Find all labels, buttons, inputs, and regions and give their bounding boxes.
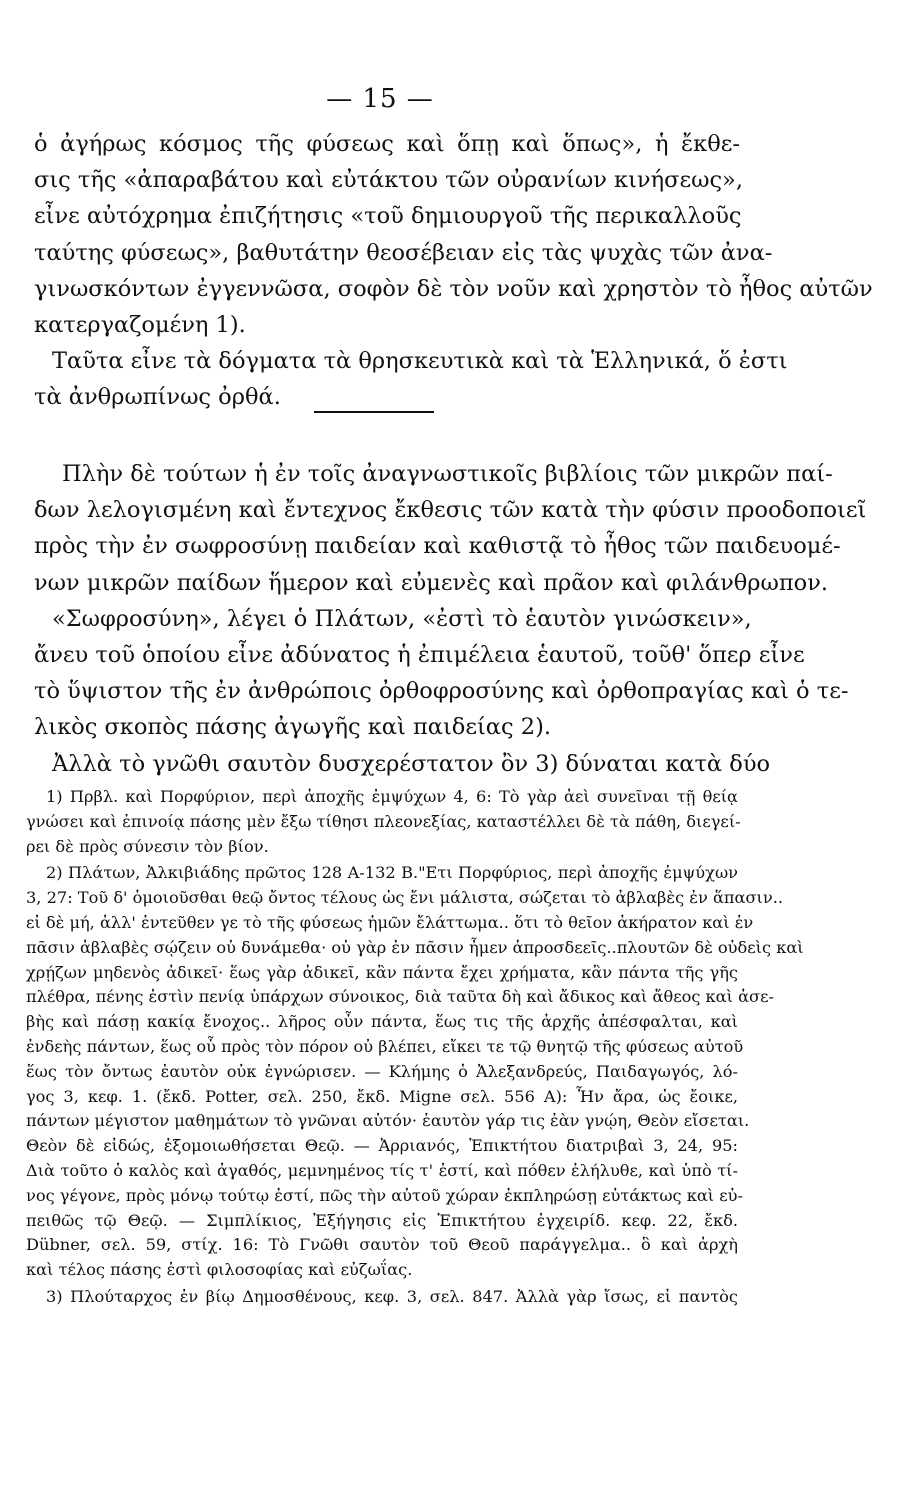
text-line: εἶνε αὐτόχρημα ἐπιζήτησις «τοῦ δημιουργοῦ τῆς περικαλλοῦς (34, 203, 742, 230)
text-line: τὰ ἀνθρωπίνως ὀρθά. (34, 384, 281, 411)
footnote-line: ἐνδεὴς πάντων, ἕως οὗ πρὸς τὸν πόρον οὐ βλέπει, εἴκει τε τῷ θνητῷ τῆς φύσεως αὐτοῦ (26, 1036, 744, 1056)
text-line: Ἀλλὰ τὸ γνῶθι σαυτὸν δυσχερέστατον ὂν 3) δύναται κατὰ δύο (52, 750, 771, 777)
footnote-line: χρῄζων μηδενὸς ἀδικεῖ· ἕως γὰρ ἀδικεῖ, κἂν πάντα ἔχει χρήματα, κἂν πάντα τῆς γῆς (26, 962, 738, 982)
footnote-line: γνώσει καὶ ἐπινοίᾳ πάσης μὲν ἔξω τίθησι πλεονεξίας, καταστέλλει δὲ τὰ πάθη, διεγεί- (26, 811, 741, 831)
text-line: Πλὴν δὲ τούτων ἡ ἐν τοῖς ἀναγνωστικοῖς βιβλίοις τῶν μικρῶν παί- (62, 461, 833, 487)
text-line: ταύτης φύσεως», βαθυτάτην θεοσέβειαν εἰς τὰς ψυχὰς τῶν ἀνα- (34, 239, 773, 266)
footnote-line: νος γέγονε, πρὸς μόνῳ τούτῳ ἐστί, πῶς τὴν αὐτοῦ χώραν ἐκπληρώσῃ εὐτάκτως καὶ εὐ- (26, 1185, 743, 1205)
footnote-line: πάντων μέγιστον μαθημάτων τὸ γνῶναι αὑτόν· ἑαυτὸν γάρ τις ἐὰν γνῴη, Θεὸν εἴσεται. (26, 1111, 750, 1131)
footnote-line: πᾶσιν ἀβλαβὲς σῴζειν οὐ δυνάμεθα· οὐ γὰρ ἐν πᾶσιν ἦμεν ἀπροσδεεῖς..πλουτῶν δὲ οὐδεὶς καὶ (26, 937, 804, 957)
footnote-line: ἕως τὸν ὄντως ἑαυτὸν οὐκ ἐγνώρισεν. — Κλήμης ὁ Ἀλεξανδρεύς, Παιδαγωγός, λό- (26, 1061, 738, 1081)
text-line: Ταῦτα εἶνε τὰ δόγματα τὰ θρησκευτικὰ καὶ τὰ Ἑλληνικά, ὅ ἐστι (52, 348, 788, 375)
text-line: δων λελογισμένη καὶ ἔντεχνος ἔκθεσις τῶν κατὰ τὴν φύσιν προοδοποιεῖ (34, 497, 867, 524)
footnote-line: Διὰ τοῦτο ὁ καλὸς καὶ ἀγαθός, μεμνημένος τίς τ' ἐστί, καὶ πόθεν ἐλήλυθε, καὶ ὑπὸ τί- (26, 1160, 738, 1180)
footnote-line: εἰ δὲ μή, ἀλλ' ἐντεῦθεν γε τὸ τῆς φύσεως ἡμῶν ἔλάττωμα.. ὅτι τὸ θεῖον ἀκήρατον καὶ ἐν (26, 912, 754, 932)
text-line: κατεργαζομένη 1). (34, 312, 246, 339)
text-line: ὁ ἀγήρως κόσμος τῆς φύσεως καὶ ὅπῃ καὶ ὅπως», ἡ ἔκθε- (34, 131, 740, 157)
footnote-line: 3) Πλούταρχος ἐν βίῳ Δημοσθένους, κεφ. 3, σελ. 847. Ἀλλὰ γὰρ ἴσως, εἰ παντὸς (46, 1286, 738, 1306)
footnote-line: πλέθρα, πένης ἐστὶν πενίᾳ ὑπάρχων σύνοικος, διὰ ταῦτα δὴ καὶ ἄδικος καὶ ἄθεος καὶ ἀσε- (26, 987, 774, 1007)
text-line: γινωσκόντων ἐγγεννῶσα, σοφὸν δὲ τὸν νοῦν καὶ χρηστὸν τὸ ἦθος αὐτῶν (34, 275, 873, 302)
footnote-line: καὶ τέλος πάσης ἐστὶ φιλοσοφίας καὶ εὐζωΐας. (26, 1260, 413, 1280)
text-line: πρὸς τὴν ἐν σωφροσύνῃ παιδείαν καὶ καθιστᾷ τὸ ἦθος τῶν παιδευομέ- (34, 533, 841, 560)
text-line: «Σωφροσύνη», λέγει ὁ Πλάτων, «ἐστὶ τὸ ἑαυτὸν γινώσκειν», (52, 605, 752, 632)
footnote-line: γος 3, κεφ. 1. (ἔκδ. Potter, σελ. 250, ἔκδ. Migne σελ. 556 Α): Ἦν ἄρα, ὡς ἔοικε, (26, 1086, 738, 1106)
paragraph-block-top (34, 126, 873, 416)
footnotes (26, 785, 804, 1310)
footnote-line: πειθῶς τῷ Θεῷ. — Σιμπλίκιος, Ἐξήγησις εἰς Ἐπικτήτου ἐγχειρίδ. κεφ. 22, ἔκδ. (26, 1210, 738, 1230)
text-line: τὸ ὕψιστον τῆς ἐν ἀνθρώποις ὀρθοφροσύνης καὶ ὀρθοπραγίας καὶ ὁ τε- (34, 678, 849, 705)
text-line: νων μικρῶν παίδων ἥμερον καὶ εὐμενὲς καὶ πρᾶον καὶ φιλάνθρωπον. (34, 569, 829, 596)
footnote-line: 3, 27: Τοῦ δ' ὁμοιοῦσθαι θεῷ ὄντος τέλους ὡς ἔνι μάλιστα, σώζεται τὸ ἀβλαβὲς ἐν ἅπασιν.. (26, 888, 783, 908)
text-line: ἄνευ τοῦ ὁποίου εἶνε ἀδύνατος ἡ ἐπιμέλεια ἑαυτοῦ, τοῦθ' ὅπερ εἶνε (34, 642, 805, 669)
footnote-line: 2) Πλάτων, Ἀλκιβιάδης πρῶτος 128 Α-132 Β."Ετι Πορφύριος, περὶ ἀποχῆς ἐμψύχων (46, 863, 738, 883)
footnote-line: Θεὸν δὲ εἰδώς, ἐξομοιωθήσεται Θεῷ. — Ἀρριανός, Ἐπικτήτου διατριβαὶ 3, 24, 95: (26, 1136, 738, 1156)
text-line: λικὸς σκοπὸς πάσης ἀγωγῆς καὶ παιδείας 2). (34, 714, 551, 741)
page-number: — 15 — (326, 84, 434, 114)
section-divider (314, 411, 434, 413)
footnote-line: βὴς καὶ πάσῃ κακίᾳ ἔνοχος.. λῆρος οὖν πάντα, ἕως τις τῆς ἀρχῆς ἀπέσφαλται, καὶ (26, 1012, 738, 1032)
footnote-line: ρει δὲ πρὸς σύνεσιν τὸν βίον. (26, 836, 269, 856)
footnote-line: Dübner, σελ. 59, στίχ. 16: Τὸ Γνῶθι σαυτὸν τοῦ Θεοῦ παράγγελμα.. ὃ καὶ ἀρχὴ (26, 1235, 738, 1255)
footnote-line: 1) Πρβλ. καὶ Πορφύριον, περὶ ἀποχῆς ἐμψύχων 4, 6: Τὸ γὰρ ἀεὶ συνεῖναι τῇ θείᾳ (46, 787, 738, 806)
text-line: σις τῆς «ἀπαραβάτου καὶ εὐτάκτου τῶν οὐρανίων κινήσεως», (34, 167, 743, 194)
paragraph-block-main (34, 456, 867, 782)
